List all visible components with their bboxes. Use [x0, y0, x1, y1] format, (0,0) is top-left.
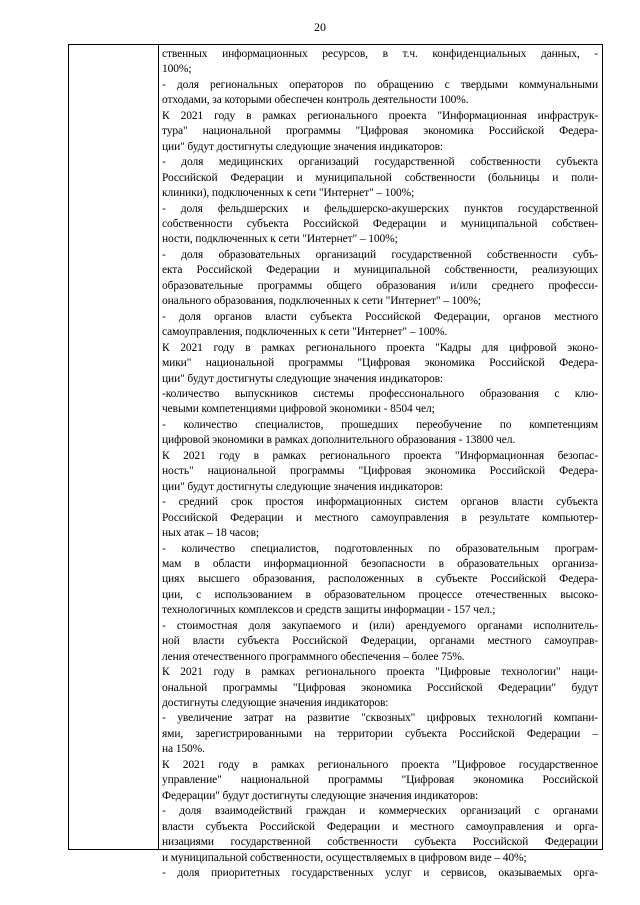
paragraph — [162, 758, 598, 804]
paragraph — [162, 202, 598, 248]
text-line: -количество выпускников системы профессионального образования с клю- — [162, 387, 598, 400]
text-line: мики" национальной программы "Цифровая экономика Российской Федера- — [162, 357, 598, 370]
text-line: ность" национальной программы "Цифровая экономика Российской Федера- — [162, 465, 598, 478]
paragraph — [162, 310, 598, 341]
paragraph — [162, 542, 598, 619]
text-line: тура" национальной программы "Цифровая экономика Российской Федера- — [162, 125, 598, 138]
paragraph — [162, 155, 598, 201]
text-line: образовательные программы общего образования и/или среднего професси- — [162, 279, 598, 292]
text-line: К 2021 году в рамках регионального проекта "Информационная безопас- — [162, 449, 598, 462]
paragraph — [162, 341, 598, 387]
paragraph — [162, 665, 598, 711]
text-line: - доля приоритетных государственных услуг и сервисов, оказываемых орга- — [162, 867, 598, 880]
text-line: - доля медицинских организаций государственной собственности субъекта — [162, 156, 598, 169]
text-line: ственных информационных ресурсов, в т.ч. конфиденциальных данных, - — [162, 48, 598, 60]
text-line: ных атак – 18 часов; — [162, 527, 260, 540]
text-line: - доля органов власти субъекта Российской Федерации, органов местного — [162, 310, 598, 323]
text-line: ции, с использованием в образовательном процессе отечественных высоко- — [162, 588, 598, 601]
text-line: отходами, за которыми обеспечен контроль деятельности 100%. — [162, 94, 469, 107]
paragraph — [162, 619, 598, 665]
paragraph — [162, 387, 598, 418]
text-line: 100%; — [162, 63, 192, 76]
text-line: собственности субъекта Российской Федерации и муниципальной собствен- — [162, 217, 598, 230]
text-line: онального образования, подключенных к сети "Интернет" – 100%; — [162, 295, 481, 308]
page-number: 20 — [314, 20, 326, 34]
text-line: технологичных комплексов и средств защиты информации - 157 чел.; — [162, 604, 496, 617]
text-line: цифровой экономики в рамках дополнительного образования - 13800 чел. — [162, 434, 516, 447]
text-line: низациями государственной собственности субъекта Российской Федерации — [162, 836, 598, 849]
paragraph — [162, 109, 598, 155]
text-line: - количество специалистов, прошедших переобучение по компетенциям — [162, 418, 598, 431]
paragraph — [162, 495, 598, 541]
text-line: - стоимостная доля закупаемого и (или) арендуемого органами исполнитель- — [162, 619, 598, 632]
paragraph — [162, 47, 598, 78]
paragraph — [162, 418, 598, 449]
text-line: - доля фельдшерских и фельдшерско-акушерских пунктов государственной — [162, 202, 598, 215]
text-line: К 2021 году в рамках регионального проекта "Кадры для цифровой эконо- — [162, 341, 598, 354]
text-line: на 150%. — [162, 743, 205, 756]
text-line: ции" будут достигнуты следующие значения индикаторов: — [162, 372, 443, 385]
text-line: ями, зарегистрированными на территории субъекта Российской Федерации – — [162, 727, 598, 740]
text-line: - доля образовательных организаций государственной собственности субъ- — [162, 248, 598, 261]
document-table — [68, 44, 603, 880]
table-text-column — [159, 45, 602, 880]
text-line: Российской Федерации и муниципальной собственности (больницы и поли- — [162, 171, 598, 184]
table-left-column — [69, 45, 159, 849]
text-line: мам в области информационной безопасности в образовательных организа- — [162, 557, 598, 570]
text-line: ональной программы "Цифровая экономика Российской Федерации" будут — [162, 681, 598, 694]
text-line: - доля региональных операторов по обращению с твердыми коммунальными — [162, 78, 598, 91]
text-line: циях высшего образования, расположенных в субъекте Российской Федера- — [162, 573, 598, 586]
paragraph — [162, 711, 598, 757]
paragraph — [162, 866, 598, 881]
text-line: чевыми компетенциями цифровой экономики - 8504 чел; — [162, 403, 435, 416]
text-line: - средний срок простоя информационных систем органов власти субъекта — [162, 496, 598, 509]
text-line: К 2021 году в рамках регионального проекта "Цифровое государственное — [162, 758, 598, 771]
text-line: и муниципальной собственности, осуществляемых в цифровом виде – 40%; — [162, 851, 527, 864]
text-line: ции" будут достигнуты следующие значения индикаторов: — [162, 480, 443, 493]
paragraph — [162, 78, 598, 109]
paragraph — [162, 804, 598, 866]
text-line: управление" национальной программы "Цифровая экономика Российской — [162, 774, 598, 787]
text-line: ции" будут достигнуты следующие значения индикаторов: — [162, 140, 443, 153]
text-line: - количество специалистов, подготовленных по образовательным програм- — [162, 542, 598, 555]
text-line: екта Российской Федерации и муниципальной собственности, реализующих — [162, 264, 598, 277]
text-line: ления отечественного программного обеспечения – более 75%. — [162, 650, 465, 663]
paragraph — [162, 449, 598, 495]
text-line: власти субъекта Российской Федерации и местного самоуправления и орга- — [162, 820, 598, 833]
text-line: ности, подключенных к сети "Интернет" – 100%; — [162, 233, 398, 246]
text-line: клиники), подключенных к сети "Интернет" – 100%; — [162, 187, 415, 200]
text-line: - увеличение затрат на развитие "сквозных" цифровых технологий компани- — [162, 712, 598, 725]
text-line: Федерации" будут достигнуты следующие значения индикаторов: — [162, 789, 479, 802]
text-line: К 2021 году в рамках регионального проекта "Информационная инфраструк- — [162, 109, 598, 122]
text-line: - доля взаимодействий граждан и коммерческих организаций с органами — [162, 805, 598, 818]
text-line: самоуправления, подключенных к сети "Интернет" – 100%. — [162, 326, 448, 339]
text-line: К 2021 году в рамках регионального проекта "Цифровые технологии" наци- — [162, 666, 598, 679]
text-line: ной власти субъекта Российской Федерации, органами местного самоуправ- — [162, 635, 598, 648]
text-line: достигнуты следующие значения индикаторов: — [162, 697, 389, 710]
text-line: Российской Федерации и местного самоуправления в результате компьютер- — [162, 511, 598, 524]
paragraph — [162, 248, 598, 310]
